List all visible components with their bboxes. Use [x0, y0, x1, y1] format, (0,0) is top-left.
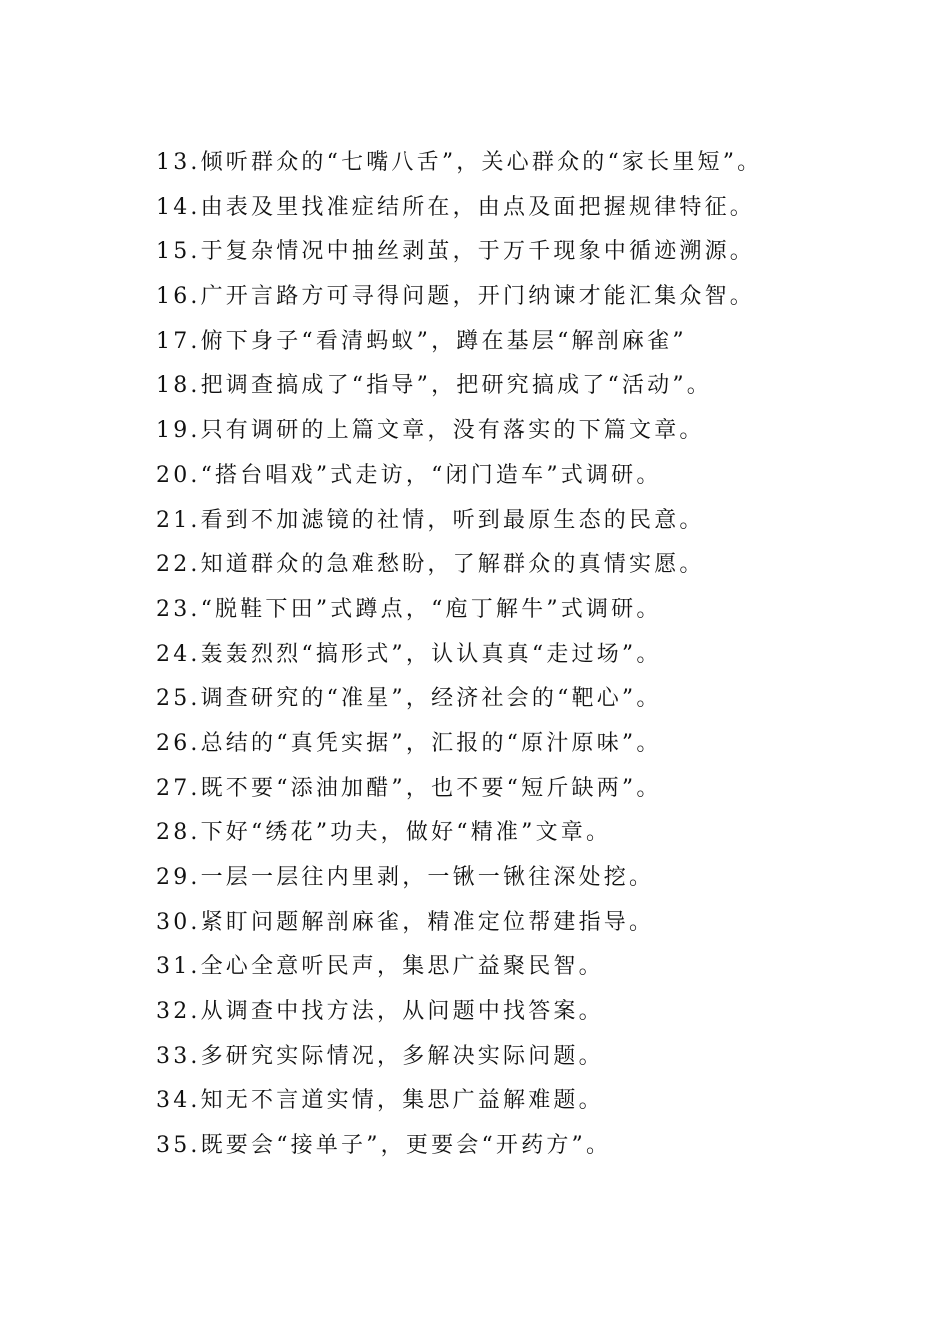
list-item: 25.调查研究的“准星”，经济社会的“靶心”。	[156, 686, 662, 712]
list-item: 23.“脱鞋下田”式蹲点，“庖丁解牛”式调研。	[156, 596, 662, 622]
list-item: 35.既要会“接单子”，更要会“开药方”。	[156, 1133, 612, 1159]
list-item: 19.只有调研的上篇文章，没有落实的下篇文章。	[156, 418, 705, 444]
list-item: 22.知道群众的急难愁盼，了解群众的真情实愿。	[156, 552, 705, 578]
list-item: 17.俯下身子“看清蚂蚁”，蹲在基层“解剖麻雀”	[156, 328, 687, 354]
list-item: 18.把调查搞成了“指导”，把研究搞成了“活动”。	[156, 373, 712, 399]
list-item: 15.于复杂情况中抽丝剥茧，于万千现象中循迹溯源。	[156, 239, 755, 265]
list-item: 26.总结的“真凭实据”，汇报的“原汁原味”。	[156, 730, 662, 756]
list-item: 31.全心全意听民声，集思广益聚民智。	[156, 954, 604, 980]
list-item: 29.一层一层往内里剥，一锹一锹往深处挖。	[156, 865, 655, 890]
list-item: 13.倾听群众的“七嘴八舌”，关心群众的“家长里短”。	[156, 150, 763, 175]
list-item: 20.“搭台唱戏”式走访，“闭门造车”式调研。	[156, 462, 662, 488]
list-item: 28.下好“绣花”功夫，做好“精准”文章。	[156, 820, 612, 846]
list-item: 30.紧盯问题解剖麻雀，精准定位帮建指导。	[156, 909, 655, 935]
list-item: 27.既不要“添油加醋”，也不要“短斤缺两”。	[156, 775, 662, 801]
phrase-list	[156, 141, 936, 1169]
list-item: 24.轰轰烈烈“搞形式”，认认真真“走过场”。	[156, 641, 662, 667]
list-item: 16.广开言路方可寻得问题，开门纳谏才能汇集众智。	[156, 284, 755, 310]
list-item: 21.看到不加滤镜的社情，听到最原生态的民意。	[156, 507, 705, 533]
list-item: 32.从调查中找方法，从问题中找答案。	[156, 999, 604, 1025]
list-item: 34.知无不言道实情，集思广益解难题。	[156, 1088, 604, 1114]
list-item: 14.由表及里找准症结所在，由点及面把握规律特征。	[156, 194, 755, 220]
list-item: 33.多研究实际情况，多解决实际问题。	[156, 1043, 604, 1069]
